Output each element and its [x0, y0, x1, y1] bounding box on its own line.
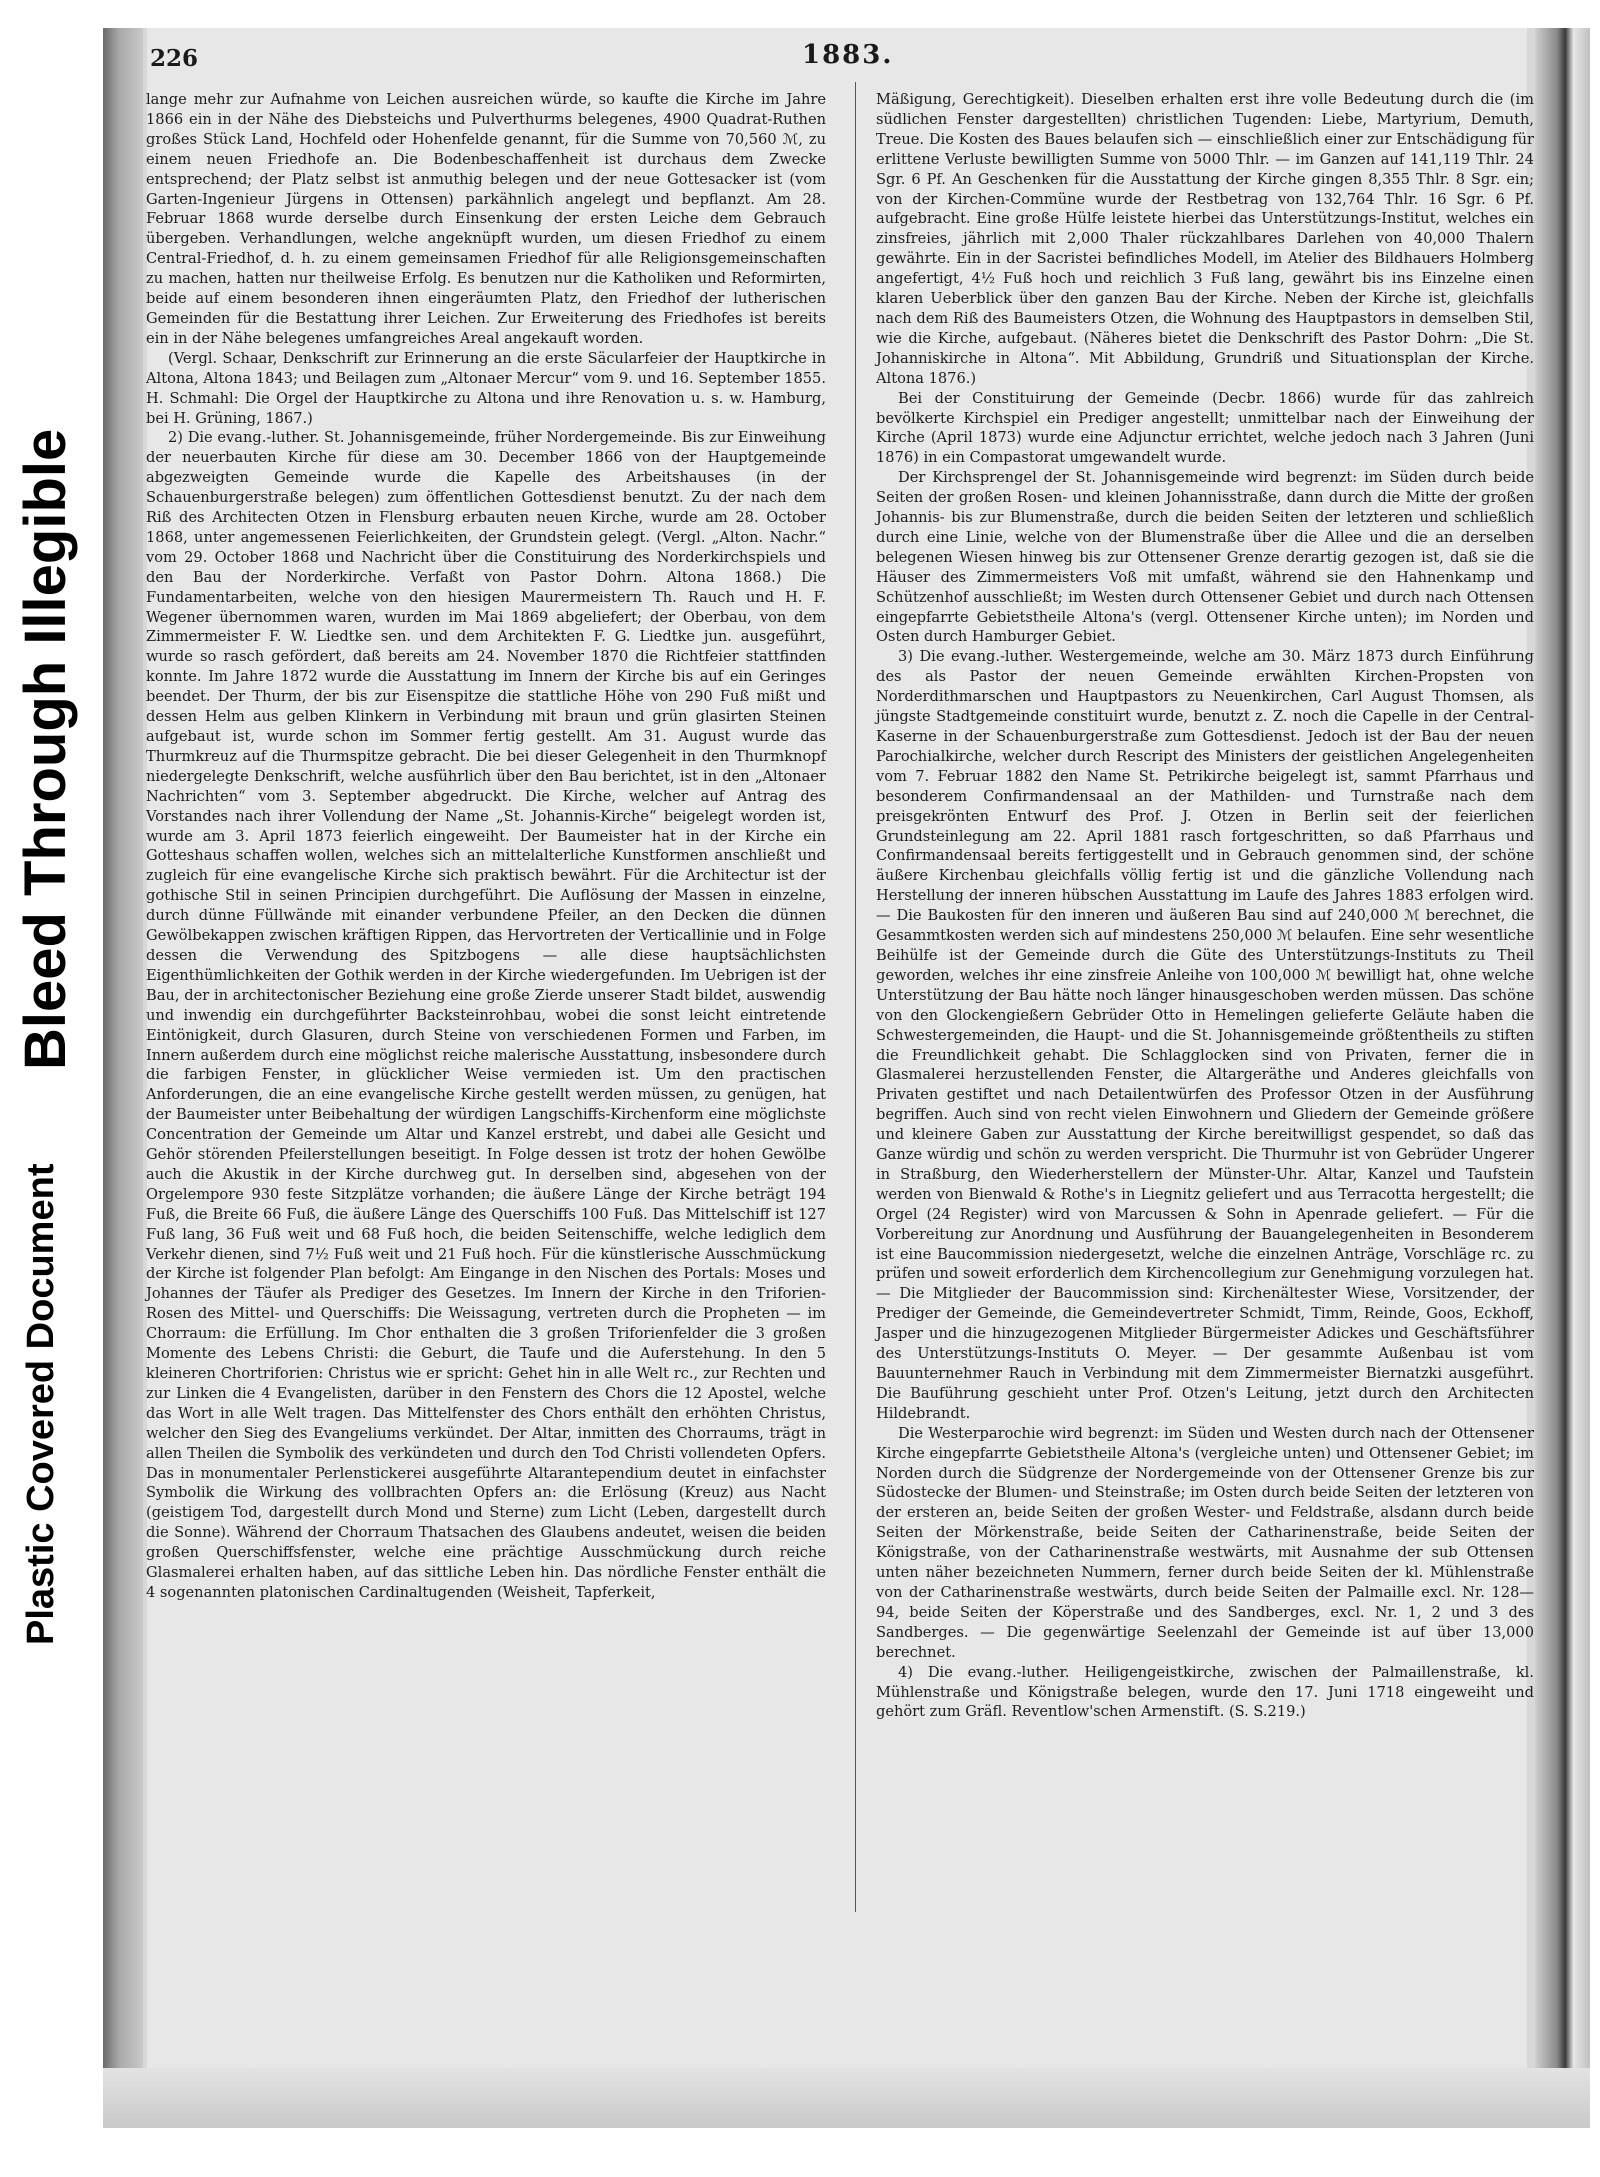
- stamp-plastic-covered-label: Plastic Covered Document: [20, 1163, 62, 1645]
- paragraph: Der Kirchsprengel der St. Johannisgemeinde wird begrenzt: im Süden durch beide Seiten der großen Rosen- und kleinen Johannisstraße, dann durch die Mitte der großen Johannis- bis zur Blumenstraße, durch die beiden Seiten der letzteren und schließlich durch eine Linie, welche von der Blumenstraße über die Allee und die an derselben belegenen Wiesen hinweg bis zur Ottensener Grenze derartig gezogen ist, daß sie die Häuser des Zimmermeisters Voß mit umfaßt, während sie den Hahnenkamp und Schützenhof ausschließt; im Westen durch Ottensener Gebiet und durch nach Ottensen eingepfarrte Gebietstheile Altona's (vergl. Ottensener Kirche unten); im Norden und Osten durch Hamburger Gebiet.: [876, 469, 1534, 646]
- paragraph: 2) Die evang.-luther. St. Johannisgemeinde, früher Nordergemeinde. Bis zur Einweihung der neuerbauten Kirche für diese am 30. December 1866 von der Hauptgemeinde abgezweigten Gemeinde wurde die Kapelle des Arbeitshauses (in der Schauenburgerstraße belegen) zum öffentlichen Gottesdienst benutzt. Zu der nach dem Riß des Architecten Otzen in Flensburg erbauten neuen Kirche, wurde am 28. October 1868, unter angemessenen Feierlichkeiten, der Grundstein gelegt. (Vergl. „Alton. Nachr.“ vom 29. October 1868 und Nachricht über die Constituirung des Norderkirchspiels und den Bau der Norderkirche. Verfaßt von Pastor Dohrn. Altona 1868.) Die Fundamentarbeiten, welche von den hiesigen Maurermeistern Th. Rauch und H. F. Wegener übernommen waren, wurden im Mai 1869 abgeliefert; der Oberbau, von dem Zimmermeister F. W. Liedtke sen. und dem Architekten F. G. Liedtke jun. ausgeführt, wurde so rasch gefördert, daß bereits am 24. November 1870 die Richtfeier stattfinden konnte. Im Jahre 1872 wurde die Ausstattung im Innern der Kirche bis auf ein Geringes beendet. Der Thurm, der bis zur Eisenspitze die stattliche Höhe von 290 Fuß mißt und dessen Helm aus gelben Klinkern in Verbindung mit braun und grün glasirten Steinen aufgebaut ist, wurde schon im Sommer fertig gestellt. Am 31. August wurde das Thurmkreuz auf die Thurmspitze gebracht. Die bei dieser Gelegenheit in den Thurmknopf niedergelegte Denkschrift, welche ausführlich über den Bau berichtet, ist in den „Altonaer Nachrichten“ vom 3. September abgedruckt. Die Kirche, welcher auf Antrag des Vorstandes nach ihrer Vollendung der Name „St. Johannis-Kirche“ beigelegt worden ist, wurde am 3. April 1873 feierlich eingeweiht. Der Baumeister hat in der Kirche ein Gotteshaus schaffen wollen, welches sich an mittelalterliche Kunstformen anschließt und zugleich für eine evangelische Kirche sich praktisch bewährt. Für die Architectur ist der gothische Stil in seinen Principien durchgeführt. Die Auflösung der Massen in einzelne, durch dünne Füllwände mit einander verbundene Pfeiler, an den Decken die dünnen Gewölbekappen zwischen kräftigen Rippen, das Hervortreten der Verticallinie und in Folge dessen die Verwendung des Spitzbogens — alle diese hauptsächlichsten Eigenthümlichkeiten der Gothik werden in der Kirche wiedergefunden. Im Uebrigen ist der Bau, der in architectonischer Beziehung eine große Zierde unserer Stadt bildet, auswendig und inwendig ein durchgeführter Backsteinrohbau, wobei die sonst leicht eintretende Eintönigkeit, durch Glasuren, durch Steine von verschiedenen Formen und Farben, im Innern außerdem durch eine möglichst reiche malerische Ausstattung, insbesondere durch die farbigen Fenster, in glücklicher Weise vermieden ist. Um den practischen Anforderungen, die an eine evangelische Kirche gestellt werden müssen, zu genügen, hat der Baumeister unter Beibehaltung der würdigen Langschiffs-Kirchenform eine möglichste Concentration der Gemeinde um Altar und Kanzel erstrebt, und dabei alle Gesicht und Gehör störenden Pfeilerstellungen beseitigt. In Folge dessen ist trotz der hohen Gewölbe auch die Akustik in der Kirche durchweg gut. In derselben sind, abgesehen von der Orgelempore 930 feste Sitzplätze vorhanden; die äußere Länge der Kirche beträgt 194 Fuß, die Breite 66 Fuß, die äußere Länge des Querschiffs 100 Fuß. Das Mittelschiff ist 127 Fuß lang, 36 Fuß weit und 68 Fuß hoch, die beiden Seitenschiffe, welche lediglich dem Verkehr dienen, sind 7½ Fuß weit und 21 Fuß hoch. Für die künstlerische Ausschmückung der Kirche ist folgender Plan befolgt: Am Eingange in den Nischen des Portals: Moses und Johannes der Täufer als Prediger des Gesetzes. Im Innern der Kirche in den Triforien-Rosen des Mittel- und Querschiffs: Die Weissagung, vertreten durch die Propheten — im Chorraum: die Erfüllung. Im Chor enthalten die 3 großen Triforienfelder die 3 großen Momente des Lebens Christi: die Geburt, die Taufe und die Auferstehung. In den 5 kleineren Chortriforien: Christus wie er spricht: Gehet hin in alle Welt rc., zur Rechten und zur Linken die 4 Evangelisten, darüber in den Fenstern des Chors die 12 Apostel, welche das Wort in alle Welt tragen. Das Mittelfenster des Chors enthält den erhöhten Christus, welcher den Sieg des Evangeliums verkündet. Der Altar, inmitten des Chorraums, trägt in allen Theilen die Symbolik des verkündeten und durch den Tod Christi vollendeten Opfers. Das in monumentaler Perlenstickerei ausgeführte Altarantependium deutet in einfachster Symbolik die Wirkung des vollbrachten Opfers an: die Erlösung (Kreuz) aus Nacht (geistigem Tod, dargestellt durch Mond und Sterne) zum Licht (Leben, dargestellt durch die Sonne). Während der Chorraum Thatsachen des Glaubens andeutet, weisen die beiden großen Querschiffsfenster, welche eine prächtige Ausschmückung durch reiche Glasmalerei erhalten haben, auf das sittliche Leben hin. Das nördliche Fenster enthält die 4 sogenannten platonischen Cardinaltugenden (Weisheit, Tapferkeit,: [146, 429, 826, 1601]
- stamp-bleed-through-label: Bleed Through Illegible: [13, 428, 78, 1070]
- paragraph: 3) Die evang.-luther. Westergemeinde, welche am 30. März 1873 durch Einführung des als Pastor der neuen Gemeinde erwählten Kirchen-Propsten von Norderdithmarschen und Hauptpastors zu Neuenkirchen, Carl August Thomsen, als jüngste Stadtgemeinde constituirt wurde, benutzt z. Z. noch die Capelle in der Central-Kaserne in der Schauenburgerstraße zum Gottesdienst. Jedoch ist der Bau der neuen Parochialkirche, welcher durch Rescript des Ministers der geistlichen Angelegenheiten vom 7. Februar 1882 den Name St. Petrikirche beigelegt ist, sammt Pfarrhaus und besonderem Confirmandensaal an der Mathilden- und Turnstraße nach dem preisgekrönten Entwurf des Prof. J. Otzen in Berlin seit der feierlichen Grundsteinlegung am 22. April 1881 rasch fortgeschritten, so daß Pfarrhaus und Confirmandensaal bereits fertiggestellt und in Gebrauch genommen sind, der schöne äußere Kirchenbau gleichfalls völlig fertig ist und die gänzliche Vollendung nach Herstellung der inneren hübschen Ausstattung im Laufe des Jahres 1883 erfolgen wird. — Die Baukosten für den inneren und äußeren Bau sind auf 240,000 ℳ berechnet, die Gesammtkosten werden sich auf mindestens 250,000 ℳ belaufen. Eine sehr wesentliche Beihülfe ist der Gemeinde durch die Güte des Unterstützungs-Instituts zu Theil geworden, welches ihr eine zinsfreie Anleihe von 100,000 ℳ bewilligt hat, ohne welche Unterstützung der Bau hätte noch länger hinausgeschoben werden müssen. Das schöne von den Glockengießern Gebrüder Otto in Hemelingen gelieferte Geläute haben die Schwestergemeinden, die Haupt- und die St. Johannisgemeinde größtentheils zu stiften die Freundlichkeit gehabt. Die Schlagglocken sind von Privaten, ferner die in Glasmalerei herzustellenden Fenster, die Altargeräthe und Anderes gleichfalls von Privaten gestiftet und nach Detailentwürfen des Professor Otzen in der Ausführung begriffen. Auch sind von recht vielen Einwohnern und Gliedern der Gemeinde größere und kleinere Gaben zur Ausstattung der Kirche bereitwilligst gespendet, so daß das Ganze würdig und schön zu werden verspricht. Die Thurmuhr ist von Gebrüder Ungerer in Straßburg, den Wiederherstellern der Münster-Uhr. Altar, Kanzel und Taufstein werden von Bienwald & Rothe's in Liegnitz geliefert und aus Terracotta hergestellt; die Orgel (24 Register) wird von Marcussen & Sohn in Apenrade geliefert. — Für die Vorbereitung zur Anordnung und Ausführung der Bauangelegenheiten in Besonderem ist eine Baucommission niedergesetzt, welche die einzelnen Anträge, Vorschläge rc. zu prüfen und soweit erforderlich dem Kirchencollegium zur Genehmigung vorzulegen hat. — Die Mitglieder der Baucommission sind: Kirchenältester Wiese, Vorsitzender, der Prediger der Gemeinde, die Gemeindevertreter Schmidt, Timm, Reinde, Goos, Eckhoff, Jasper und die hinzugezogenen Mitglieder Bürgermeister Adickes und Geschäftsführer des Unterstützungs-Instituts O. Meyer. — Der gesammte Außenbau ist vom Bauunternehmer Rauch in Verbindung mit dem Zimmermeister Biernatzki ausgeführt. Die Bauführung geschieht unter Prof. Otzen's Leitung, jetzt durch den Architecten Hildebrandt.: [876, 648, 1534, 1422]
- paragraph: lange mehr zur Aufnahme von Leichen ausreichen würde, so kaufte die Kirche im Jahre 1866 ein in der Nähe des Diebsteichs und Pulverthurms belegenes, 4900 Quadrat-Ruthen großes Stück Land, Hochfeld oder Hohenfelde genannt, für die Summe von 70,560 ℳ, zu einem neuen Friedhofe an. Die Bodenbeschaffenheit ist durchaus dem Zwecke entsprechend; der Platz selbst ist anmuthig belegen und der neue Gottesacker ist (vom Garten-Ingenieur Jürgens in Ottensen) parkähnlich angelegt und bepflanzt. Am 28. Februar 1868 wurde derselbe durch Einsenkung der ersten Leiche dem Gebrauch übergeben. Verhandlungen, welche angeknüpft wurden, um diesen Friedhof zu einem Central-Friedhof, d. h. zu einem gemeinsamen Friedhof für alle Religionsgemeinschaften zu machen, hatten nur theilweise Erfolg. Es benutzen nur die Katholiken und Reformirten, beide auf einem besonderen ihnen eingeräumten Platz, den Friedhof der lutherischen Gemeinden für die Bestattung ihrer Leichen. Zur Erweiterung des Friedhofes ist bereits ein in der Nähe belegenes umfangreiches Areal angekauft worden.: [146, 91, 826, 347]
- paragraph: Bei der Constituirung der Gemeinde (Decbr. 1866) wurde für das zahlreich bevölkerte Kirchspiel ein Prediger angestellt; unmittelbar nach der Einweihung der Kirche (April 1873) wurde eine Adjunctur errichtet, welche jedoch nach 3 Jahren (Juni 1876) in ein Compastorat umgewandelt wurde.: [876, 389, 1534, 467]
- book-spine-shadow: [103, 28, 143, 2128]
- page-bottom-band: [103, 2068, 1590, 2128]
- right-column: [876, 90, 1534, 1722]
- page-year-heading: 1883.: [802, 40, 894, 70]
- page-edge-right: [1535, 28, 1590, 2128]
- paragraph: Mäßigung, Gerechtigkeit). Dieselben erhalten erst ihre volle Bedeutung durch die (im südlichen Fenster dargestellten) christlichen Tugenden: Liebe, Martyrium, Demuth, Treue. Die Kosten des Baues belaufen sich — einschließlich einer zur Entschädigung für erlittene Verluste bewilligten Summe von 5000 Thlr. — im Ganzen auf 141,119 Thlr. 24 Sgr. 6 Pf. An Geschenken für die Ausstattung der Kirche gingen 8,355 Thlr. 8 Sgr. ein; von der Kirchen-Commüne wurde der Restbetrag von 132,764 Thlr. 16 Sgr. 6 Pf. aufgebracht. Eine große Hülfe leistete hierbei das Unterstützungs-Institut, welches ein zinsfreies, jährlich mit 2,000 Thaler rückzahlbares Darlehen von 40,000 Thalern gewährte. Ein in der Sacristei befindliches Modell, im Atelier des Bildhauers Holmberg angefertigt, 4½ Fuß hoch und reichlich 3 Fuß lang, gewährt bis ins Einzelne einen klaren Ueberblick über den ganzen Bau der Kirche. Neben der Kirche ist, gleichfalls nach dem Riß des Baumeisters Otzen, die Wohnung des Hauptpastors in demselben Stil, wie die Kirche, aufgebaut. (Näheres bietet die Denkschrift des Pastor Dohrn: „Die St. Johanniskirche in Altona“. Mit Abbildung, Grundriß und Situationsplan der Kirche. Altona 1876.): [876, 91, 1534, 387]
- column-divider: [855, 82, 856, 1912]
- paragraph: 4) Die evang.-luther. Heiligengeistkirche, zwischen der Palmaillenstraße, kl. Mühlenstraße und Königstraße belegen, wurde den 17. Juni 1718 eingeweiht und gehört zum Gräfl. Reventlow'schen Armenstift. (S. S.219.): [876, 1663, 1534, 1721]
- left-column: [146, 90, 826, 1603]
- paragraph: Die Westerparochie wird begrenzt: im Süden und Westen durch nach der Ottensener Kirche eingepfarrte Gebietstheile Altona's (vergleiche unten) und Ottensener Gebiet; im Norden durch die Südgrenze der Nordergemeinde von der Ottensener Grenze bis zur Südostecke der Blumen- und Steinstraße; im Osten durch beide Seiten der letzteren von der ersteren an, beide Seiten der großen Wester- und Feldstraße, alsdann durch beide Seiten der Mörkenstraße, beide Seiten der Catharinenstraße, beide Seiten der Königstraße, von der Catharinenstraße westwärts, mit Ausnahme der sub Ottensen unten näher bezeichneten Nummern, ferner durch beide Seiten der kl. Mühlenstraße von der Catharinenstraße westwärts, durch beide Seiten der Palmaille excl. Nr. 128—94, beide Seiten der Köperstraße und des Sandberges, excl. Nr. 1, 2 und 3 des Sandberges. — Die gegenwärtige Seelenzahl der Gemeinde ist auf über 13,000 berechnet.: [876, 1424, 1534, 1661]
- margin-stamp: [0, 0, 110, 2177]
- paragraph: (Vergl. Schaar, Denkschrift zur Erinnerung an die erste Säcularfeier der Hauptkirche in Altona, Altona 1843; und Beilagen zum „Altonaer Mercur“ vom 9. und 16. September 1855. H. Schmahl: Die Orgel der Hauptkirche zu Altona und ihre Renovation u. s. w. Hamburg, bei H. Grüning, 1867.): [146, 349, 826, 427]
- page-number: 226: [150, 45, 199, 72]
